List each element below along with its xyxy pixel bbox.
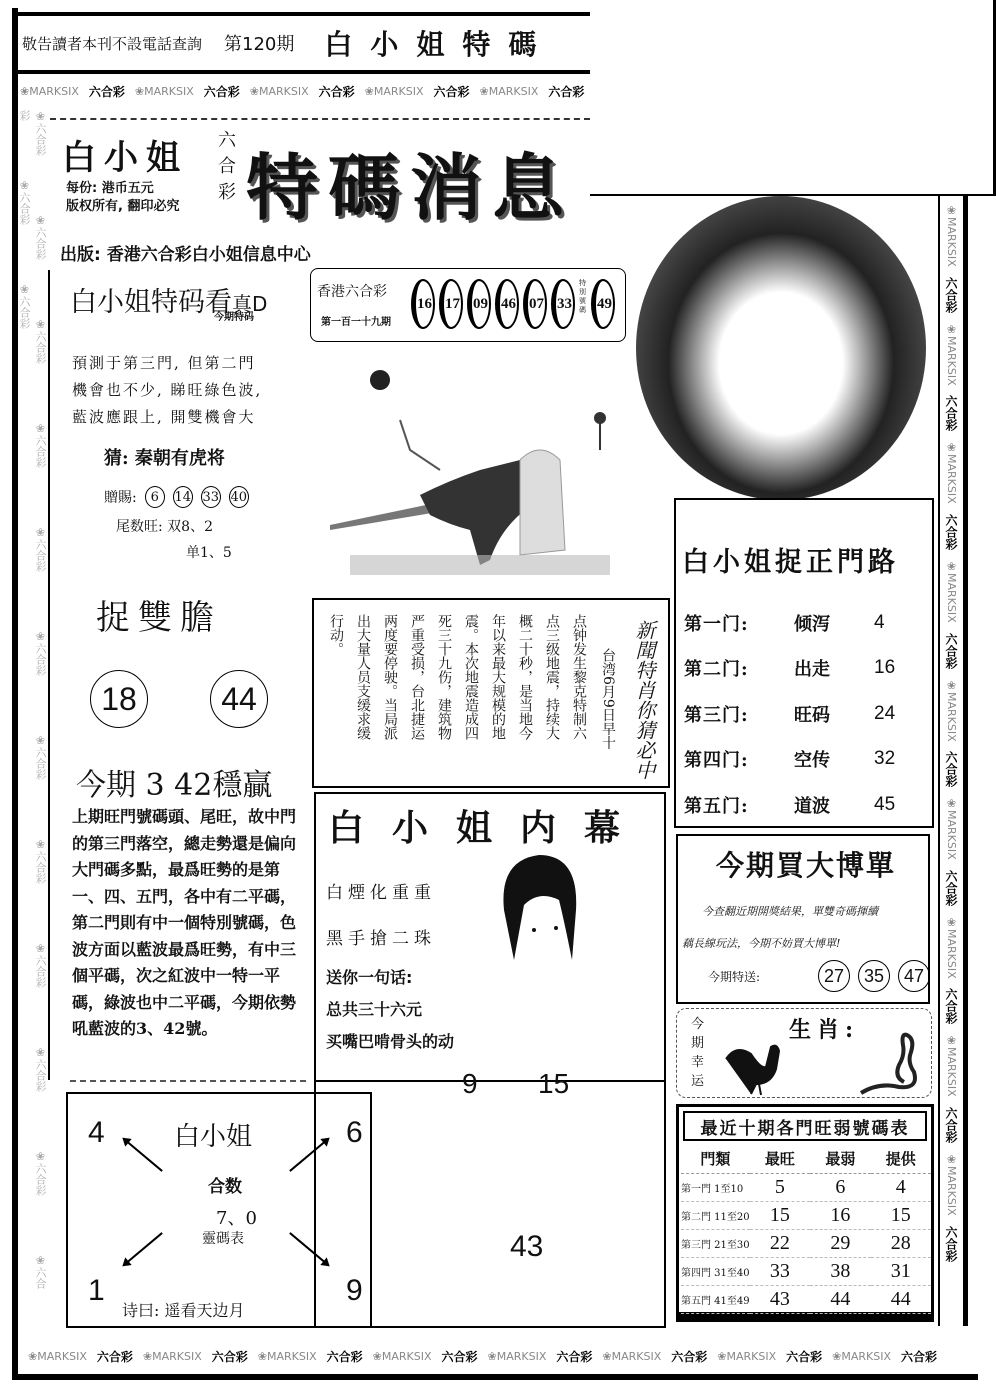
masthead-lottery: 六合彩 (218, 130, 236, 203)
marksix-text: ❀MARKSIX (479, 84, 539, 98)
corner-number: 9 (346, 1274, 363, 1307)
stats-table-box (676, 1104, 934, 1322)
masthead-price (66, 180, 179, 216)
gate-name: 第一门: (684, 613, 749, 635)
marksix-chinese: 六合彩 (671, 1349, 708, 1364)
corner-number: 4 (88, 1116, 105, 1149)
marksix-chinese: 六合彩 (88, 84, 125, 99)
marksix-text: ❀MARKSIX (945, 1153, 958, 1216)
big-bet-title: 今期買大博單 (716, 849, 897, 882)
column-header: 最旺 (750, 1145, 810, 1173)
gate-key: 倾泻 (794, 613, 830, 635)
gate-key: 空传 (794, 750, 830, 772)
prediction-line: 藍波應跟上, 開雙機會大 (72, 408, 256, 426)
hot-cell: 33 (750, 1257, 810, 1285)
marksix-fragment: ❀六合彩 (34, 1150, 47, 1196)
special-ball: 49 (591, 279, 615, 329)
corner-number: 6 (346, 1116, 363, 1149)
arrow-up-left-icon (123, 1138, 163, 1172)
gate-title: 白小姐捉正門路 (682, 547, 899, 578)
portrait-image (636, 196, 926, 500)
column-divider (48, 270, 50, 1080)
tip-cell: 15 (871, 1201, 931, 1229)
poem: 诗曰: 遥看天边月 (122, 1301, 245, 1320)
result-ball: 09 (467, 279, 491, 329)
marksix-text: ❀MARKSIX (945, 441, 958, 504)
gate-number: 32 (874, 748, 896, 770)
news-column: 严重受损，台北捷运 (409, 614, 425, 740)
marksix-chinese: 六合彩 (944, 1225, 958, 1262)
marksix-text: ❀MARKSIX (945, 797, 958, 860)
marksix-chinese: 六合彩 (786, 1349, 823, 1364)
marksix-fragment: ❀六合彩 (34, 318, 47, 364)
table-row (681, 1257, 931, 1285)
table-row (681, 1201, 931, 1229)
cold-cell: 29 (810, 1229, 870, 1257)
inner-line: 白煙化重重 (326, 883, 436, 903)
inner-quote (326, 962, 454, 1058)
marksix-strip-left (18, 110, 48, 1330)
news-column: 行动。 (328, 614, 344, 656)
prediction-line: 預測于第三門, 但第二門 (72, 354, 256, 372)
marksix-chinese: 六合彩 (433, 84, 470, 99)
marksix-text: ❀MARKSIX (602, 1349, 662, 1363)
news-date: 台湾6月9日早十 (600, 648, 616, 750)
gate-cell: 第四門 31至40 (681, 1257, 750, 1285)
gate-name: 第二门: (684, 659, 749, 681)
tip-cell: 28 (871, 1229, 931, 1257)
news-column: 死三十九伤，建筑物 (436, 614, 452, 740)
news-column: 两度要停驶。当局派 (382, 614, 398, 740)
blank-corner (590, 0, 996, 196)
zodiac-label: 生肖: (789, 1017, 860, 1043)
stats-table-title: 最近十期各門旺弱號碼表 (683, 1111, 927, 1141)
lingma-title: 白小姐 (174, 1122, 253, 1152)
results-label: 香港六合彩 (317, 284, 387, 300)
marksix-chinese: 六合彩 (548, 84, 585, 99)
marksix-fragment: ❀六合彩 (34, 1046, 47, 1092)
news-column: 概二十秒，是当地今 (517, 614, 533, 740)
arrow-down-left-icon (123, 1232, 163, 1266)
rooster-icon (721, 1039, 791, 1097)
marksix-chinese: 六合彩 (944, 1107, 958, 1144)
marksix-fragment: ❀六合彩 (34, 630, 47, 676)
marksix-fragment: ❀六合彩 (34, 526, 47, 572)
table-header-row (681, 1145, 931, 1173)
bonus-label: 贈賜: (104, 490, 137, 506)
inner-number: 15 (538, 1068, 570, 1099)
results-balls (411, 279, 615, 329)
marksix-chinese: 六合彩 (96, 1349, 133, 1364)
inner-number: 43 (510, 1230, 544, 1263)
results-box (310, 268, 626, 342)
marksix-text: ❀MARKSIX (945, 322, 958, 386)
special-number: 47 (898, 960, 930, 992)
column-header: 提供 (871, 1145, 931, 1173)
table-row (681, 1173, 931, 1201)
result-ball: 16 (411, 279, 435, 329)
double-number: 18 (90, 670, 148, 728)
text-line: 藕長線玩法，今期不妨買大博單! (682, 937, 841, 950)
steady-win-title: 今期 3 42穩贏 (76, 768, 273, 803)
marksix-text: ❀MARKSIX (832, 1349, 891, 1363)
gate-cell: 第二門 11至20 (681, 1201, 750, 1229)
marksix-fragment: ❀六合彩 (34, 734, 47, 780)
gate-row (684, 600, 924, 646)
tail-double: 尾数旺: 双8、2 (116, 519, 213, 535)
marksix-chinese: 六合彩 (900, 1349, 937, 1364)
special-number: 27 (818, 960, 850, 992)
masthead-name: 白小姐 (62, 138, 188, 178)
news-column: 出大量人员支缓求缓 (355, 614, 371, 740)
bonus-number: 14 (173, 486, 193, 508)
gate-number: 16 (874, 657, 896, 679)
big-bet-text (682, 896, 878, 960)
marksix-fragment: ❀六合彩 (34, 422, 47, 468)
publisher: 出版: 香港六合彩白小姐信息中心 (60, 245, 311, 265)
header-notice: 敬告讀者本刊不設電話查詢 (22, 34, 203, 53)
marksix-text: ❀MARKSIX (945, 678, 958, 742)
text-line: 今查翻近期開獎結果，單雙奇碼揮續 (702, 905, 878, 918)
masthead (50, 118, 590, 265)
marksix-chinese: 六合彩 (318, 84, 355, 99)
copyright-line: 版权所有, 翻印必究 (66, 199, 180, 214)
marksix-text: ❀MARKSIX (945, 204, 958, 267)
news-headline: 新聞特肖你猜必中 (632, 620, 656, 780)
marksix-chinese: 六合彩 (944, 869, 958, 906)
special-number: 35 (858, 960, 890, 992)
gate-number: 4 (874, 611, 885, 633)
marksix-text: ❀MARKSIX (372, 1349, 432, 1363)
marksix-fragment: ❀六合彩 (34, 838, 47, 884)
inner-number: 9 (462, 1068, 478, 1099)
marksix-chinese: 六合彩 (326, 1349, 363, 1364)
tema-prediction (72, 350, 262, 431)
table-row (681, 1229, 931, 1257)
result-ball: 07 (523, 279, 547, 329)
issue-number: 第120期 (224, 34, 295, 55)
tail-single: 单1、5 (186, 545, 232, 561)
hot-cell: 22 (750, 1229, 810, 1257)
bonus-number: 33 (201, 486, 221, 508)
special-label: 特別號碼 (579, 279, 586, 314)
gate-route-box (674, 498, 934, 828)
ox-illustration-icon (320, 360, 620, 590)
marksix-text: ❀MARKSIX (20, 84, 79, 98)
inner-lines (326, 870, 436, 962)
gate-name: 第三门: (684, 704, 749, 726)
quote-line: 买嘴巴啃骨头的动 (326, 1032, 455, 1051)
column-header: 門類 (681, 1145, 750, 1173)
prediction-line: 機會也不少, 睇旺綠色波, (72, 381, 263, 399)
header-bar (14, 12, 590, 74)
marksix-strip-right (938, 196, 968, 1326)
header-brand: 白小姐特碼 (324, 28, 555, 61)
gate-cell: 第五門 41至49 (681, 1285, 750, 1313)
gate-cell: 第三門 21至30 (681, 1229, 750, 1257)
gate-row (684, 646, 924, 692)
tip-cell: 4 (871, 1173, 931, 1201)
marksix-text: ❀MARKSIX (28, 1349, 87, 1363)
double-title: 捉雙膽 (96, 598, 222, 638)
marksix-fragment: ❀六合彩 (34, 214, 47, 260)
hot-cell: 5 (750, 1173, 810, 1201)
marksix-strip-bottom (28, 1344, 976, 1368)
lingma-subtitle: 靈碼表 (202, 1231, 244, 1247)
news-box (312, 598, 670, 788)
marksix-text: ❀MARKSIX (134, 84, 194, 98)
inner-story-box-lower (314, 1080, 666, 1328)
marksix-fragment: ❀六合彩 (34, 942, 47, 988)
marksix-chinese: 六合彩 (944, 751, 958, 788)
hot-cell: 43 (750, 1285, 810, 1313)
gate-rows (684, 600, 924, 828)
special-numbers (818, 960, 930, 992)
news-body (322, 614, 592, 774)
cold-cell: 44 (810, 1285, 870, 1313)
inner-title: 白小姐内幕 (328, 808, 649, 849)
inner-story-box (314, 792, 666, 1082)
bonus-number: 6 (145, 486, 165, 508)
steady-win-text: 上期旺門號碼頭、尾旺，故中門的第三門落空，總走勢還是偏向大門碼多點，最爲旺勢的是第一、四、五門，各中有二平碼，第二門則有中一個特別號碼，色波方面以藍波最爲旺勢，有中三個平碼，次之紅波中一特一平碼，綠波也中二平碼，今期依勢吼藍波的3、42號。 (72, 807, 297, 1038)
zodiac-side-label: 今期幸运 (691, 1017, 705, 1089)
marksix-text: ❀MARKSIX (364, 84, 424, 98)
marksix-chinese: 六合彩 (556, 1349, 593, 1364)
marksix-chinese: 六合彩 (944, 395, 958, 432)
special-label: 今期特送: (708, 970, 761, 984)
column-header: 最弱 (810, 1145, 870, 1173)
result-ball: 33 (551, 279, 575, 329)
cold-cell: 16 (810, 1201, 870, 1229)
gate-number: 24 (874, 702, 896, 724)
marksix-text: ❀MARKSIX (249, 84, 309, 98)
marksix-text: ❀MARKSIX (717, 1349, 777, 1363)
stats-table (681, 1145, 931, 1314)
marksix-chinese: 六合彩 (203, 84, 240, 99)
sum-label: 合数 (208, 1177, 242, 1197)
marksix-fragment: ❀六合彩 (18, 179, 31, 225)
marksix-chinese: 六合彩 (944, 513, 958, 550)
sum-value: 7、0 (216, 1208, 257, 1229)
corner-number: 1 (88, 1274, 105, 1307)
gate-number: 45 (874, 793, 896, 815)
marksix-text: ❀MARKSIX (487, 1349, 547, 1363)
news-column: 点三级地震，持续大 (544, 614, 560, 740)
gate-cell: 第一門 1至10 (681, 1173, 750, 1201)
marksix-fragment: ❀六合彩 (18, 283, 31, 329)
marksix-fragment: ❀六合彩 (18, 110, 47, 1289)
results-period: 第一百一十九期 (321, 317, 391, 328)
gate-name: 第四门: (684, 750, 749, 772)
price-line: 每份: 港币五元 (66, 181, 154, 196)
marksix-chinese: 六合彩 (944, 276, 958, 313)
marksix-chinese: 六合彩 (441, 1349, 478, 1364)
gate-row (684, 782, 924, 828)
tema-title-main: 白小姐特码看 (70, 287, 232, 318)
marksix-fragment: ❀六合彩 (34, 110, 47, 156)
zodiac-box (676, 1008, 932, 1098)
gate-key: 出走 (794, 659, 830, 681)
gate-key: 道波 (794, 795, 830, 817)
marksix-chinese: 六合彩 (211, 1349, 248, 1364)
marksix-strip-top (20, 80, 590, 102)
news-column: 点钟发生黎克特制六 (571, 614, 587, 740)
woman-portrait-icon (484, 850, 594, 1000)
news-column: 震。本次地震造成四 (463, 614, 479, 740)
tema-guess: 猜: 秦朝有虎将 (104, 448, 225, 469)
tip-cell: 31 (871, 1257, 931, 1285)
cold-cell: 38 (810, 1257, 870, 1285)
gate-name: 第五门: (684, 795, 749, 817)
result-ball: 46 (495, 279, 519, 329)
divider (70, 1080, 306, 1082)
marksix-text: ❀MARKSIX (945, 559, 958, 623)
tema-subtitle: 今期特码 (214, 312, 254, 323)
bonus-number: 40 (229, 486, 249, 508)
big-bet-box (676, 834, 930, 1004)
gate-row (684, 737, 924, 783)
tema-title-small: 真D (232, 292, 268, 316)
inner-line: 黑手搶二珠 (326, 929, 436, 949)
snake-icon (859, 1027, 925, 1097)
quote-line: 送你一句话: (326, 968, 413, 987)
marksix-text: ❀MARKSIX (945, 915, 958, 979)
hot-cell: 15 (750, 1201, 810, 1229)
gate-row (684, 691, 924, 737)
marksix-chinese: 六合彩 (944, 988, 958, 1025)
tip-cell: 44 (871, 1285, 931, 1313)
double-number: 44 (210, 670, 268, 728)
marksix-text: ❀MARKSIX (142, 1349, 202, 1363)
marksix-text: ❀MARKSIX (257, 1349, 317, 1363)
cold-cell: 6 (810, 1173, 870, 1201)
result-ball: 17 (439, 279, 463, 329)
quote-line: 总共三十六元 (326, 1000, 423, 1019)
news-column: 年以来最大规模的地 (490, 614, 506, 740)
table-row (681, 1285, 931, 1313)
masthead-title: 特碼消息 (246, 145, 575, 230)
marksix-chinese: 六合彩 (944, 632, 958, 669)
marksix-text: ❀MARKSIX (945, 1034, 958, 1098)
tema-bonus (104, 486, 249, 508)
gate-key: 旺码 (794, 704, 830, 726)
